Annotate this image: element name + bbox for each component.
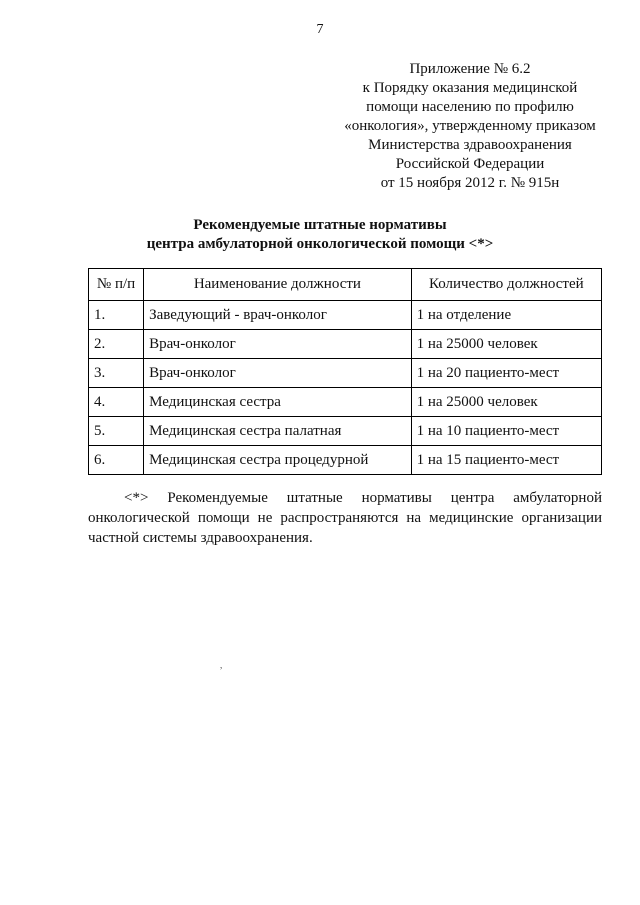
row-num: 2. [89,330,144,359]
table-row [89,446,602,475]
appendix-line: к Порядку оказания медицинской [362,80,578,96]
staff-norms-table [88,268,602,475]
table-row [89,301,602,330]
row-quantity: 1 на отделение [411,301,601,330]
row-quantity: 1 на 25000 человек [411,330,601,359]
title-line-1: Рекомендуемые штатные нормативы [193,217,447,233]
table-header-row [89,269,602,301]
page-number: 7 [316,22,324,37]
appendix-header [300,60,640,193]
table-row [89,417,602,446]
row-num: 1. [89,301,144,330]
row-num: 4. [89,388,144,417]
title-line-2: центра амбулаторной онкологической помощи <*> [146,236,494,252]
row-position-name: Медицинская сестра процедурной [144,446,412,475]
appendix-line: помощи населению по профилю [366,99,574,115]
row-position-name: Медицинская сестра [144,388,412,417]
table-row [89,330,602,359]
row-num: 3. [89,359,144,388]
row-position-name: Врач-онколог [144,359,412,388]
document-title [0,216,640,254]
row-position-name: Врач-онколог [144,330,412,359]
appendix-line: от 15 ноября 2012 г. № 915н [380,175,560,191]
row-num: 5. [89,417,144,446]
row-quantity: 1 на 10 пациенто-мест [411,417,601,446]
appendix-line: Приложение № 6.2 [409,61,531,77]
table-row [89,359,602,388]
header-quantity: Количество должностей [411,269,601,301]
header-num: № п/п [89,269,144,301]
table-row [89,388,602,417]
appendix-line: «онкология», утвержденному приказом [344,118,596,134]
row-quantity: 1 на 25000 человек [411,388,601,417]
row-position-name: Заведующий - врач-онколог [144,301,412,330]
row-quantity: 1 на 15 пациенто-мест [411,446,601,475]
row-num: 6. [89,446,144,475]
appendix-line: Министерства здравоохранения [368,137,572,153]
header-position-name: Наименование должности [144,269,412,301]
row-position-name: Медицинская сестра палатная [144,417,412,446]
stray-mark: , [220,660,223,670]
row-quantity: 1 на 20 пациенто-мест [411,359,601,388]
footnote [88,488,602,548]
footnote-text: <*> Рекомендуемые штатные нормативы центра амбулаторной онкологической помощи не распространяются на медицинские организации частной системы здравоохранения. [88,490,602,546]
appendix-line: Российской Федерации [395,156,545,172]
